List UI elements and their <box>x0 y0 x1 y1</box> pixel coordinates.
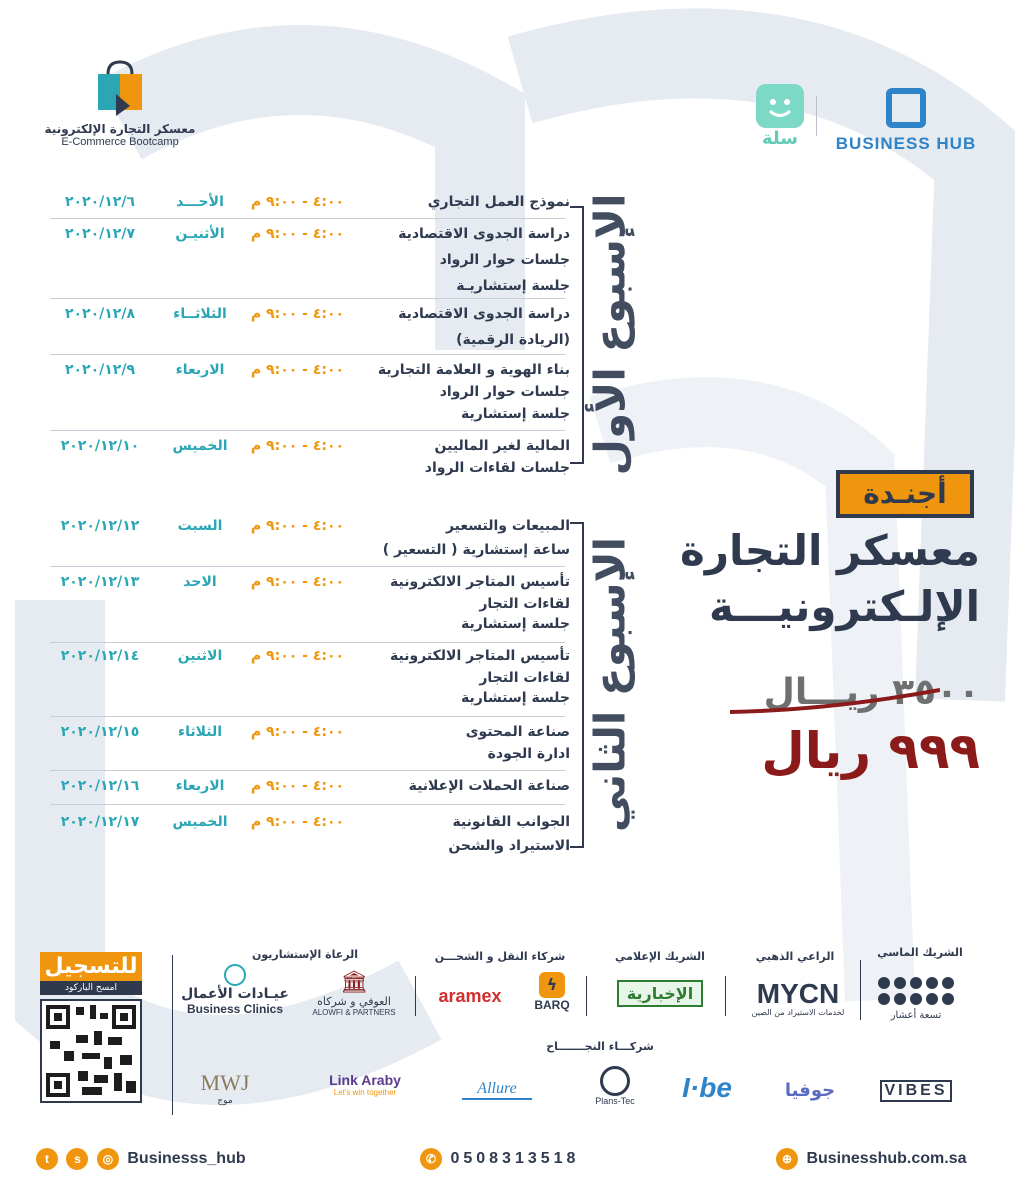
session-title: صناعة الحملات الإعلانية <box>408 778 570 794</box>
whatsapp-icon[interactable]: ✆ <box>420 1148 442 1170</box>
session-subtitle: لقاءات التجار <box>479 596 570 612</box>
row-divider <box>50 298 565 299</box>
session-day: الخميس <box>172 814 228 830</box>
session-time: ٤:٠٠ - ٩:٠٠ م <box>250 518 345 534</box>
session-title: تأسيس المتاجر الالكترونية <box>390 574 570 590</box>
plans-tec-name: Plans-Tec <box>595 1096 635 1106</box>
gold-sponsor-logo <box>742 980 854 1017</box>
schedule-row <box>40 724 570 746</box>
session-time: ٤:٠٠ - ٩:٠٠ م <box>250 814 345 830</box>
row-divider <box>50 770 565 771</box>
session-day: السبت <box>177 518 223 534</box>
camp-title-line1: معسكر التجارة <box>680 526 980 575</box>
session-time: ٤:٠٠ - ٩:٠٠ م <box>250 226 345 242</box>
schedule-row <box>40 814 570 836</box>
register-qr-code[interactable] <box>40 999 142 1103</box>
vibes-name: VIBES <box>880 1080 952 1102</box>
schedule-row <box>40 306 570 328</box>
vibes-logo <box>880 1080 952 1102</box>
session-subtitle: ساعة إستشارية ( التسعير ) <box>382 542 570 558</box>
session-title: المبيعات والتسعير <box>445 518 570 534</box>
schedule-row <box>40 574 570 596</box>
business-clinics-ar: عيـادات الأعمال <box>181 986 289 1002</box>
session-title: نموذج العمل التجاري <box>427 194 570 210</box>
schedule-row <box>40 518 570 540</box>
new-price: ٩٩٩ ريال <box>761 722 980 780</box>
phone-number: 0508313518 <box>450 1150 580 1168</box>
schedule-row <box>40 778 570 800</box>
footer-website[interactable] <box>776 1148 967 1170</box>
business-hub-name: BUSINESS HUB <box>835 134 977 153</box>
session-time: ٤:٠٠ - ٩:٠٠ م <box>250 724 345 740</box>
session-day: الثلاثاء <box>177 724 223 740</box>
session-date: ٢٠٢٠/١٢/١٣ <box>60 574 140 590</box>
shopping-bag-icon <box>94 60 146 118</box>
business-hub-logo <box>826 88 986 154</box>
twitter-icon[interactable]: t <box>36 1148 58 1170</box>
week-1-label: الإسبوع الأول <box>585 193 635 476</box>
aramex-logo <box>425 986 515 1007</box>
header-divider <box>816 96 817 136</box>
session-title: صناعة المحتوى <box>465 724 570 740</box>
week-2-bracket <box>570 522 584 848</box>
session-date: ٢٠٢٠/١٢/١٦ <box>60 778 140 794</box>
session-date: ٢٠٢٠/١٢/١٤ <box>60 648 140 664</box>
business-clinics-logo <box>180 964 290 1016</box>
session-date: ٢٠٢٠/١٢/٩ <box>64 362 136 378</box>
session-day: الأثنيـن <box>175 226 225 242</box>
agenda-badge <box>836 470 974 518</box>
aramex-name: aramex <box>438 986 502 1006</box>
session-date: ٢٠٢٠/١٢/١٥ <box>60 724 140 740</box>
alowfi-name-en: ALOWFI & PARTNERS <box>312 1008 396 1017</box>
session-day: الخميس <box>172 438 228 454</box>
diamond-partner-caption: تسعة أعشار <box>890 1010 942 1021</box>
session-date: ٢٠٢٠/١٢/١٧ <box>60 814 140 830</box>
allure-logo <box>462 1080 532 1100</box>
session-time: ٤:٠٠ - ٩:٠٠ م <box>250 362 345 378</box>
social-handle: Businesss_hub <box>127 1150 246 1168</box>
register-box <box>40 952 142 1103</box>
session-time: ٤:٠٠ - ٩:٠٠ م <box>250 194 345 210</box>
row-divider <box>50 804 565 805</box>
session-time: ٤:٠٠ - ٩:٠٠ م <box>250 306 345 322</box>
salla-logo <box>752 84 808 149</box>
sponsor-divider <box>860 960 861 1020</box>
instagram-icon[interactable]: ◎ <box>97 1148 119 1170</box>
schedule-row <box>40 226 570 248</box>
old-price: ٣٥٠٠ ريـــال <box>763 672 980 713</box>
mwj-name: MWJ <box>200 1070 250 1095</box>
session-title: دراسة الجدوى الاقتصادية <box>398 226 570 242</box>
session-title: دراسة الجدوى الاقتصادية <box>398 306 570 322</box>
schedule-row <box>40 194 570 216</box>
row-divider <box>50 566 565 567</box>
ibe-logo <box>672 1072 742 1104</box>
bootcamp-logo-ar: معسكر التجارة الإلكترونية <box>44 122 196 136</box>
website-url[interactable]: Businesshub.com.sa <box>806 1150 967 1168</box>
session-day: الاربعاء <box>175 778 225 794</box>
session-date: ٢٠٢٠/١٢/٦ <box>64 194 136 210</box>
globe-icon[interactable]: ⊕ <box>776 1148 798 1170</box>
session-subtitle: ادارة الجودة <box>487 746 570 762</box>
media-partner-title: الشريك الإعلامي <box>615 950 705 963</box>
diamond-partner-logo <box>870 976 962 1021</box>
business-clinics-en: Business Clinics <box>186 1002 284 1016</box>
week-1-bracket <box>570 206 584 464</box>
bootcamp-logo-en: E-Commerce Bootcamp <box>61 136 179 148</box>
register-title: للتسجيل <box>40 952 142 981</box>
barq-logo <box>522 972 582 1012</box>
session-time: ٤:٠٠ - ٩:٠٠ م <box>250 574 345 590</box>
gold-sponsor-title: الراعي الذهبي <box>755 950 835 963</box>
gold-sponsor-name: MYCN <box>756 978 840 1009</box>
session-subtitle: الاستيراد والشحن <box>448 838 570 854</box>
diamond-partner-title: الشريك الماسي <box>877 946 963 959</box>
session-day: الأحـــد <box>176 194 224 210</box>
pillar-icon: 🏛 <box>340 970 368 995</box>
dots-logo-icon <box>876 976 956 1006</box>
row-divider <box>50 218 565 219</box>
session-subtitle: جلسة إستشارية <box>460 616 570 632</box>
alowfi-logo <box>294 970 414 1017</box>
link-araby-tagline: Let's win together <box>333 1088 397 1097</box>
barq-name: BARQ <box>534 998 570 1012</box>
row-divider <box>50 642 565 643</box>
session-day: الاحد <box>183 574 217 590</box>
link-araby-name: Link Araby <box>329 1072 401 1088</box>
session-title: بناء الهوية و العلامة التجارية <box>377 362 570 378</box>
sponsor-divider <box>586 976 587 1016</box>
link-araby-logo <box>310 1072 420 1097</box>
session-day: الاثنين <box>177 648 223 664</box>
session-date: ٢٠٢٠/١٢/٨ <box>64 306 136 322</box>
shipping-partners-title: شركاء النقل و الشحـــن <box>434 950 566 963</box>
session-time: ٤:٠٠ - ٩:٠٠ م <box>250 778 345 794</box>
session-subtitle: جلسات حوار الرواد <box>439 384 570 400</box>
footer-social[interactable] <box>36 1148 246 1170</box>
session-day: الاربعاء <box>175 362 225 378</box>
salla-bag-icon <box>756 84 804 128</box>
snapchat-icon[interactable]: s <box>66 1148 88 1170</box>
jofia-name: جوفيا <box>784 1080 836 1101</box>
session-day: الثلاثــاء <box>173 306 227 322</box>
session-date: ٢٠٢٠/١٢/١٢ <box>60 518 140 534</box>
schedule-row <box>40 438 570 460</box>
session-subtitle: جلسة إستشارية <box>460 690 570 706</box>
session-time: ٤:٠٠ - ٩:٠٠ م <box>250 648 345 664</box>
business-hub-mark-icon <box>886 88 926 128</box>
schedule-row <box>40 362 570 384</box>
media-partner-name: الإخبارية <box>617 980 703 1007</box>
camp-title-line2: الإلـكترونيـــة <box>708 582 980 631</box>
session-date: ٢٠٢٠/١٢/١٠ <box>60 438 140 454</box>
fingerprint-icon <box>600 1066 630 1096</box>
session-subtitle: جلسة إستشارية <box>460 406 570 422</box>
sponsor-divider <box>725 976 726 1016</box>
session-subtitle: لقاءات التجار <box>479 670 570 686</box>
allure-name: Allure <box>462 1080 532 1100</box>
price-strike-line <box>730 680 940 720</box>
session-title: الجوانب القانونية <box>452 814 570 830</box>
session-title: تأسيس المتاجر الالكترونية <box>390 648 570 664</box>
alowfi-name-ar: العوفي و شركاه <box>317 995 391 1008</box>
media-partner-logo <box>600 980 720 1007</box>
mwj-name-ar: موج <box>217 1096 233 1106</box>
session-title: المالية لغير الماليين <box>434 438 570 454</box>
barq-bolt-icon: ϟ <box>539 972 565 998</box>
jofia-logo <box>760 1080 860 1101</box>
session-date: ٢٠٢٠/١٢/٧ <box>64 226 136 242</box>
session-time: ٤:٠٠ - ٩:٠٠ م <box>250 438 345 454</box>
gold-sponsor-caption: لخدمات الاستيراد من الصين <box>751 1008 845 1017</box>
row-divider <box>50 354 565 355</box>
session-subtitle: جلسات لقاءات الرواد <box>424 460 570 476</box>
mwj-logo <box>200 1070 250 1106</box>
plans-tec-logo <box>585 1066 645 1106</box>
footer-phone[interactable] <box>420 1148 579 1170</box>
sponsor-divider <box>415 976 416 1016</box>
sponsor-divider <box>172 955 173 1115</box>
register-scan-hint: امسح الباركود <box>40 981 142 995</box>
row-divider <box>50 430 565 431</box>
salla-label: سلة <box>762 128 798 149</box>
session-subtitle: (الريادة الرقمية) <box>456 332 570 348</box>
schedule-row <box>40 648 570 670</box>
success-partners-title: شركـــاء النجـــــــاح <box>546 1040 654 1053</box>
session-subtitle: جلسة إستشاريـة <box>456 278 570 294</box>
row-divider <box>50 716 565 717</box>
clinic-figure-icon <box>224 964 246 986</box>
ibe-name: I·be <box>682 1072 732 1103</box>
consultant-sponsors-title: الرعاة الإستشاريون <box>251 948 359 961</box>
session-subtitle: جلسات حوار الرواد <box>439 252 570 268</box>
bootcamp-logo <box>40 60 200 148</box>
week-2-label: الإسبوع الثاني <box>585 536 635 833</box>
agenda-label: أجنـدة <box>840 474 970 514</box>
